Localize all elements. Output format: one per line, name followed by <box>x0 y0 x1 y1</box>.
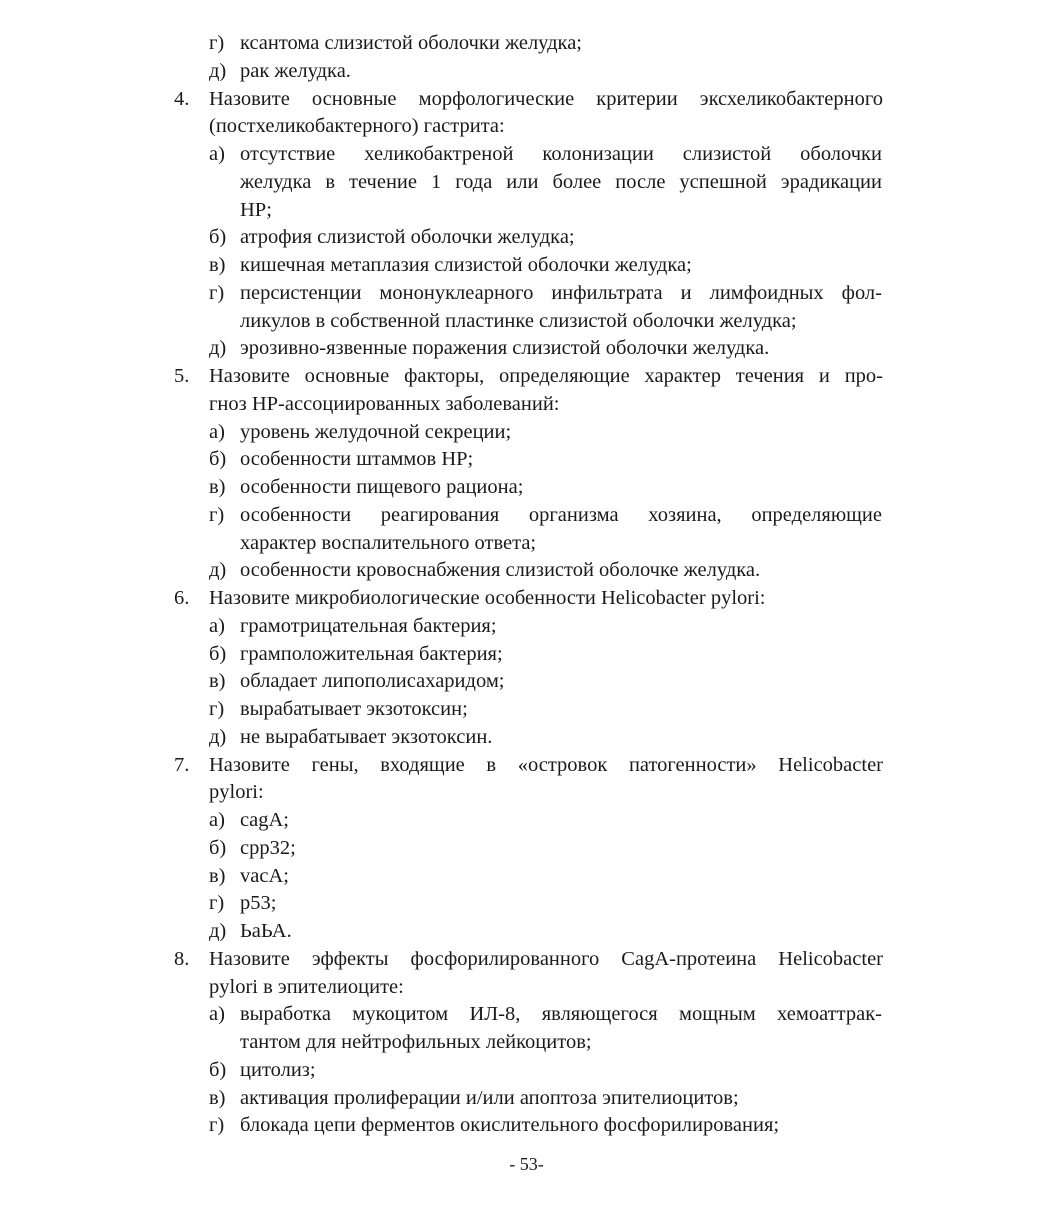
option-letter: в) <box>209 1086 226 1109</box>
option-letter: в) <box>209 476 226 498</box>
option-text: особенности реагирования организма хозяина, определяющие <box>240 503 882 526</box>
answer-option-line <box>0 667 1053 695</box>
option-letter: б) <box>209 836 227 859</box>
option-text: кишечная метаплазия слизистой оболочки желудка; <box>240 254 692 276</box>
option-letter: г) <box>209 503 225 526</box>
option-text: выработка мукоцитом ИЛ-8, являющегося мощным хемоаттрак- <box>240 1003 882 1026</box>
question-text: Назовите эффекты фосфорилированного CagA-протеина Helicobacter <box>209 947 883 970</box>
question-text: Назовите гены, входящие в «островок патогенности» Helicobacter <box>209 753 883 776</box>
question-text: (постхеликобактерного) гастрита: <box>209 115 505 138</box>
answer-option-line <box>0 473 1053 501</box>
answer-option-line <box>0 1084 1053 1112</box>
question-continuation-line <box>0 390 1053 418</box>
option-text: ксантома слизистой оболочки желудка; <box>240 32 583 54</box>
option-letter: д) <box>209 337 227 360</box>
option-text: атрофия слизистой оболочки желудка; <box>240 226 575 249</box>
option-text: cpp32; <box>240 836 296 859</box>
answer-option-line <box>0 612 1053 640</box>
question-line <box>0 362 1053 390</box>
question-continuation-line <box>0 778 1053 806</box>
option-text: отсутствие хеликобактреной колонизации слизистой оболочки <box>240 143 882 165</box>
option-text: особенности пищевого рациона; <box>240 476 524 498</box>
question-continuation-line <box>0 112 1053 140</box>
question-number: 4. <box>174 87 190 110</box>
option-letter: г) <box>209 32 225 54</box>
question-number: 5. <box>174 365 190 387</box>
option-letter: г) <box>209 698 225 720</box>
answer-option-line <box>0 723 1053 751</box>
option-letter: б) <box>209 226 227 249</box>
option-text: cagA; <box>240 809 289 831</box>
option-letter: в) <box>209 254 226 276</box>
answer-option-line <box>0 1111 1053 1139</box>
option-text: эрозивно-язвенные поражения слизистой оболочки желудка. <box>240 337 770 360</box>
answer-option-line <box>0 57 1053 85</box>
answer-option-line <box>0 889 1053 917</box>
option-text: особенности кровоснабжения слизистой оболочке желудка. <box>240 559 761 582</box>
option-letter: а) <box>209 614 225 637</box>
option-continuation-line <box>0 168 1053 196</box>
question-text: Назовите основные факторы, определяющие характер течения и про- <box>209 365 883 387</box>
answer-option-line <box>0 556 1053 584</box>
option-letter: в) <box>209 864 226 887</box>
option-letter: б) <box>209 448 227 471</box>
option-letter: а) <box>209 1003 225 1026</box>
question-number: 6. <box>174 587 190 609</box>
option-letter: а) <box>209 420 225 443</box>
answer-option-line <box>0 640 1053 668</box>
option-letter: г) <box>209 892 225 915</box>
question-line <box>0 584 1053 612</box>
option-letter: г) <box>209 281 225 304</box>
option-text: p53; <box>240 892 277 915</box>
option-text: характер воспалительного ответа; <box>240 531 537 554</box>
answer-option-line <box>0 418 1053 446</box>
option-text: уровень желудочной секреции; <box>240 420 512 443</box>
option-letter: д) <box>209 920 227 942</box>
question-line <box>0 751 1053 779</box>
option-text: тантом для нейтрофильных лейкоцитов; <box>240 1031 592 1053</box>
option-text: вырабатывает экзотоксин; <box>240 698 468 720</box>
question-line <box>0 85 1053 113</box>
question-text: pylori в эпителиоците: <box>209 975 404 998</box>
answer-option-line <box>0 29 1053 57</box>
option-text: цитолиз; <box>240 1058 316 1081</box>
option-text: HP; <box>240 198 272 221</box>
option-text: активация пролиферации и/или апоптоза эпителиоцитов; <box>240 1086 739 1109</box>
answer-option-line <box>0 501 1053 529</box>
option-letter: б) <box>209 1058 227 1081</box>
option-letter: д) <box>209 559 227 582</box>
question-text: гноз HP-ассоциированных заболеваний: <box>209 392 560 415</box>
option-letter: в) <box>209 670 226 693</box>
question-number: 8. <box>174 947 190 970</box>
option-text: обладает липополисахаридом; <box>240 670 505 693</box>
option-letter: г) <box>209 1114 225 1137</box>
page-number: - 53- <box>509 1154 544 1174</box>
option-text: vacA; <box>240 864 289 887</box>
answer-option-line <box>0 834 1053 862</box>
question-line <box>0 945 1053 973</box>
option-text: ЬаЬА. <box>240 920 292 942</box>
question-text: Назовите основные морфологические критерии эксхеликобактерного <box>209 87 883 110</box>
option-text: особенности штаммов HP; <box>240 448 474 471</box>
question-text: Назовите микробиологические особенности Helicobacter pylori: <box>209 587 766 609</box>
answer-option-line <box>0 862 1053 890</box>
option-text: грамотрицательная бактерия; <box>240 614 497 637</box>
option-text: блокада цепи ферментов окислительного фосфорилирования; <box>240 1114 780 1137</box>
option-continuation-line <box>0 307 1053 335</box>
answer-option-line <box>0 806 1053 834</box>
option-letter: б) <box>209 642 227 665</box>
option-continuation-line <box>0 196 1053 224</box>
option-text: рак желудка. <box>240 59 351 82</box>
answer-option-line <box>0 251 1053 279</box>
answer-option-line <box>0 1056 1053 1084</box>
option-continuation-line <box>0 1028 1053 1056</box>
option-letter: д) <box>209 59 227 82</box>
question-number: 7. <box>174 753 190 776</box>
option-text: желудка в течение 1 года или более после успешной эрадикации <box>240 170 882 193</box>
option-letter: а) <box>209 809 225 831</box>
answer-option-line <box>0 223 1053 251</box>
answer-option-line <box>0 695 1053 723</box>
option-letter: д) <box>209 725 227 748</box>
option-text: не вырабатывает экзотоксин. <box>240 725 493 748</box>
answer-option-line <box>0 279 1053 307</box>
answer-option-line <box>0 1000 1053 1028</box>
question-text: pylori: <box>209 781 264 804</box>
answer-option-line <box>0 334 1053 362</box>
answer-option-line <box>0 140 1053 168</box>
option-text: персистенции мононуклеарного инфильтрата и лимфоидных фол- <box>240 281 882 304</box>
option-text: грамположительная бактерия; <box>240 642 503 665</box>
answer-option-line <box>0 917 1053 945</box>
option-continuation-line <box>0 529 1053 557</box>
option-text: ликулов в собственной пластинке слизистой оболочки желудка; <box>240 309 797 332</box>
option-letter: а) <box>209 143 225 165</box>
answer-option-line <box>0 445 1053 473</box>
question-continuation-line <box>0 973 1053 1001</box>
